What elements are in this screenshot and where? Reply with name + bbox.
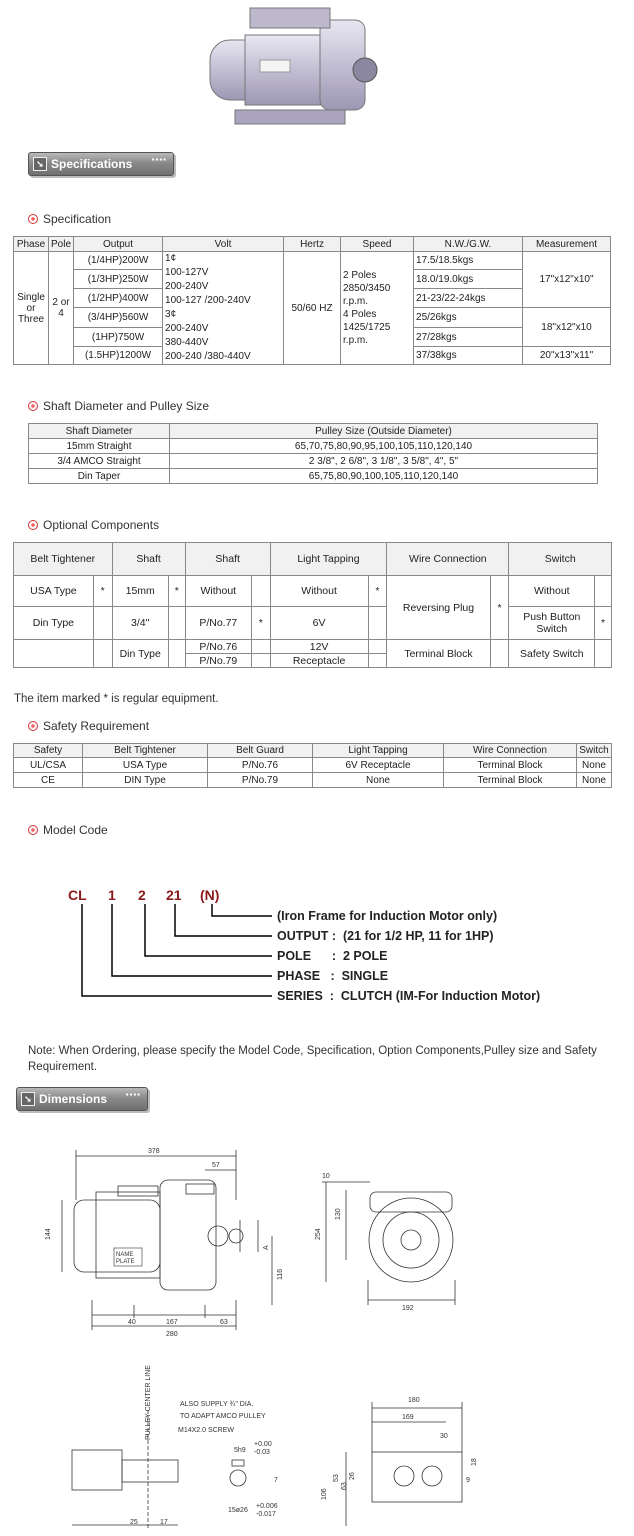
svg-text:26: 26 — [349, 1472, 356, 1480]
svg-text:7: 7 — [274, 1477, 278, 1484]
svg-text:30: 30 — [440, 1433, 448, 1440]
svg-text:144: 144 — [45, 1228, 52, 1240]
svg-text:167: 167 — [166, 1319, 178, 1326]
svg-text:106: 106 — [321, 1488, 328, 1500]
svg-text:TO ADAPT AMCO PULLEY: TO ADAPT AMCO PULLEY — [180, 1413, 266, 1420]
svg-text:378: 378 — [148, 1148, 160, 1155]
bullet-icon — [28, 825, 38, 835]
svg-text:5h9: 5h9 — [234, 1447, 246, 1454]
code-phase: 1 — [108, 887, 116, 903]
svg-text:280: 280 — [166, 1331, 178, 1338]
svg-text:9: 9 — [466, 1477, 470, 1484]
dimension-drawing — [0, 1140, 634, 1536]
safety-table: Safety Belt Tightener Belt Guard Light Tapping Wire Connection Switch UL/CSA USA Type P/No.76 6V Receptacle Terminal Block None CE DIN Type P/No.79 None Terminal Block None — [13, 743, 612, 788]
svg-text:130: 130 — [335, 1208, 342, 1220]
bullet-icon — [28, 520, 38, 530]
arrow-icon: ➘ — [21, 1092, 35, 1106]
svg-text:-0.03: -0.03 — [254, 1449, 270, 1456]
motor-photo — [190, 0, 390, 140]
section-specification: Specification — [28, 212, 111, 226]
svg-text:40: 40 — [128, 1319, 136, 1326]
svg-text:169: 169 — [402, 1414, 414, 1421]
bullet-icon — [28, 214, 38, 224]
svg-text:254: 254 — [315, 1228, 322, 1240]
section-shaft: Shaft Diameter and Pulley Size — [28, 399, 209, 413]
svg-text:63: 63 — [220, 1319, 228, 1326]
svg-text:+0.00: +0.00 — [254, 1441, 272, 1448]
code-pole: 2 — [138, 887, 146, 903]
svg-text:15ø26: 15ø26 — [228, 1507, 248, 1514]
code-frame: (N) — [200, 887, 220, 903]
shaft-table: Shaft Diameter Pulley Size (Outside Diameter) 15mm Straight 65,70,75,80,90,95,100,105,110,120,140 3/4 AMCO Straight 2 3/8", 2 6/8", 3 1/8", 3 5/8", 4", 5" Din Taper 65,75,80,90,100,105,110,120,140 — [28, 423, 598, 484]
bullet-icon — [28, 401, 38, 411]
svg-text:18: 18 — [471, 1458, 478, 1466]
svg-text:10: 10 — [322, 1173, 330, 1180]
svg-text:M14X2.0 SCREW: M14X2.0 SCREW — [178, 1427, 235, 1434]
code-cl: CL — [68, 887, 87, 903]
bullet-icon — [28, 721, 38, 731]
svg-text:17: 17 — [160, 1519, 168, 1526]
svg-text:ALSO SUPPLY ¾" DIA.: ALSO SUPPLY ¾" DIA. — [180, 1401, 254, 1408]
dimensions-header: ➘ Dimensions ▪▪▪▪ — [16, 1087, 148, 1111]
svg-text:+0.006: +0.006 — [256, 1503, 278, 1510]
optional-table: Belt Tightener Shaft Shaft Light Tapping Wire Connection Switch USA Type * 15mm * Without Without * Reversing Plug * Without Din Type 3/4" P/No.77 * 6V Push Button Switch * Din Type P/No.76 12V Terminal Block Safety Switch P/No.79 Receptacle — [13, 542, 612, 668]
order-note: Note: When Ordering, please specify the Model Code, Specification, Option Components,Pulley size and Safety Requirement. — [28, 1045, 597, 1073]
regular-note: The item marked * is regular equipment. — [14, 693, 219, 705]
section-model: Model Code — [28, 823, 108, 837]
svg-text:A: A — [263, 1245, 270, 1250]
svg-text:PLATE: PLATE — [116, 1259, 135, 1265]
section-safety: Safety Requirement — [28, 719, 149, 733]
specifications-header: ➘ Specifications ▪▪▪▪ — [28, 152, 174, 176]
section-optional: Optional Components — [28, 518, 159, 532]
svg-text:63: 63 — [341, 1482, 348, 1490]
svg-text:NAME: NAME — [116, 1252, 134, 1258]
svg-text:PULLEY CENTER LINE: PULLEY CENTER LINE — [145, 1365, 152, 1440]
svg-text:192: 192 — [402, 1305, 414, 1312]
svg-text:53: 53 — [333, 1474, 340, 1482]
spec-table: Phase Pole Output Volt Hertz Speed N.W./G.W. Measurement Single or Three 2 or 4 (1/4HP)200W 1¢ 100-127V 200-240V 100-127 /200-240V 3¢ 200-240V 380-440V 200-240 /380-440V 50/60 HZ 2 Poles 2850/3450 r.p.m. 4 Poles 1425/1725 r.p.m. 17.5/18.5kgs 17"x12"x10" (1/3HP)250W 18.0/19.0kgs (1/2HP)400W 21-23/22-24kgs (3/4HP)560W 25/26kgs 18"x12"x10 (1HP)750W 27/28kgs (1.5HP)1200W 37/38kgs 20"x13"x11" — [13, 236, 611, 365]
code-output: 21 — [166, 887, 182, 903]
svg-text:180: 180 — [408, 1397, 420, 1404]
arrow-icon: ➘ — [33, 157, 47, 171]
svg-text:57: 57 — [212, 1162, 220, 1169]
svg-text:-0.017: -0.017 — [256, 1511, 276, 1518]
svg-text:25: 25 — [130, 1519, 138, 1526]
svg-text:116: 116 — [277, 1268, 284, 1280]
